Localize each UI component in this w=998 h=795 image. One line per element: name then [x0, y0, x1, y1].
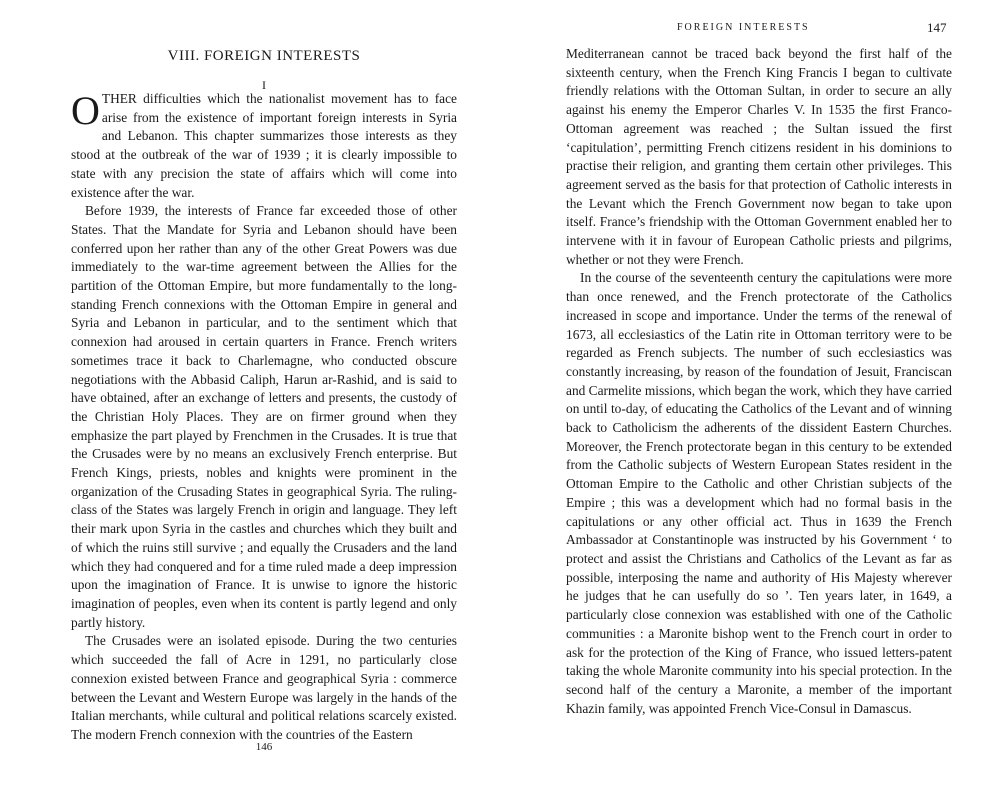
right-page-body	[566, 45, 952, 718]
section-numeral: I	[262, 78, 266, 92]
paragraph: The Crusades were an isolated episode. During the two centuries which succeeded the fall of Acre in 1291, no particularly close connexion existed between France and geographical Syria : commerce between the Levant and Western Europe was largely in the hands of the Italian merchants, while cultural and political relations scarcely existed. The modern French connexion with the countries of the Eastern	[71, 633, 457, 742]
running-head: FOREIGN INTERESTS	[677, 22, 810, 33]
drop-cap: O	[71, 88, 100, 133]
paragraph: Mediterranean cannot be traced back beyond the first half of the sixteenth century, when the French King Francis I began to cultivate friendly relations with the Ottoman Sultan, in order to secure an ally against his enemy the Emperor Charles V. In 1535 the first Franco-Ottoman agreement was reached ; the Sultan issued the first ‘capitulation’, permitting French citizens resident in his dominions to practise their religion, and granting them certain other privileges. This agreement served as the basis for that protection of Catholic interests in the Levant which the French Government now began to take upon itself. France’s friendship with the Ottoman Government enabled her to intervene with it in favour of European Catholic priests and pilgrims, whether or not they were French.	[566, 46, 952, 267]
page-number: 146	[255, 741, 273, 753]
page-number: 147	[927, 20, 947, 35]
paragraph-text: THER difficulties which the nationalist movement has to face arise from the existence of important foreign interests in Syria and Lebanon. This chapter summarizes those interests as they stood at the outbreak of the war of 1939 ; it is clearly impossible to state with any precision the state of affairs which will come into existence after the war.	[71, 91, 457, 200]
left-page-body	[71, 90, 457, 745]
paragraph	[71, 90, 457, 202]
right-page	[499, 0, 998, 795]
paragraph: In the course of the seventeenth century the capitulations were more than once renewed, and the French protectorate of the Catholics increased in scope and importance. Under the terms of the renewal of 1673, all ecclesiastics of the Latin rite in Ottoman territory were to be regarded as French subjects. The number of such ecclesiastics was constantly increasing, by reason of the foundation of Jesuit, Franciscan and Carmelite missions, which began the work, which they have carried on until to-day, of educating the Catholics of the Levant and of winning back to Catholicism the adherents of the dissident Eastern Churches. Moreover, the French protectorate began in this century to be extended from the Catholic subjects of Western European States resident in the Ottoman Empire to the Catholic and other Christian subjects of the Empire ; this was a development which had no formal basis in the capitulations or any other official act. Thus in 1639 the French Ambassador at Constantinople was instructed by his Government ‘ to protect and assist the Christians and Catholics of the Levant as far as possible, interposing the name and authority of His Majesty wherever he judges that he can usefully do so ’. Ten years later, in 1649, a particularly close connexion was established with one of the Catholic communities : a Maronite bishop went to the French court in order to ask for the protection of the King of France, who issued letters-patent taking the whole Maronite community into his special protection. In the second half of the century a Maronite, a member of the important Khazin family, was appointed French Vice-Consul in Damascus.	[566, 270, 952, 716]
paragraph: Before 1939, the interests of France far exceeded those of other States. That the Mandate for Syria and Lebanon should have been conferred upon her rather than any of the other Great Powers was due immediately to the war-time agreement between the Allies for the partition of the Ottoman Empire, but more fundamentally to the long-standing French connexions with the Ottoman Empire in general and Syria and Lebanon in particular, and to the sentiment which that connexion had aroused in certain quarters in France. French writers sometimes trace it back to Charlemagne, who conducted obscure negotiations with the Abbasid Caliph, Harun ar-Rashid, and is said to have obtained, after an exchange of letters and presents, the custody of the Christian Holy Places. They are on firmer ground when they emphasize the part played by Frenchmen in the Crusades. It is true that the Crusades were by no means an exclusively French enterprise. But French Kings, priests, nobles and knights were prominent in the organization of the Crusading States in geographical Syria. The ruling-class of the States was largely French in origin and language. They left their mark upon Syria in the castles and churches which they built and of which the ruins still survive ; and equally the Crusaders and the land which they had conquered and for a time ruled made a deep impression upon the imagination of France. It is unwise to ignore the historic imagination of peoples, even when its content is partly legend and only partly history.	[71, 203, 457, 630]
chapter-title: VIII. FOREIGN INTERESTS	[167, 48, 361, 64]
